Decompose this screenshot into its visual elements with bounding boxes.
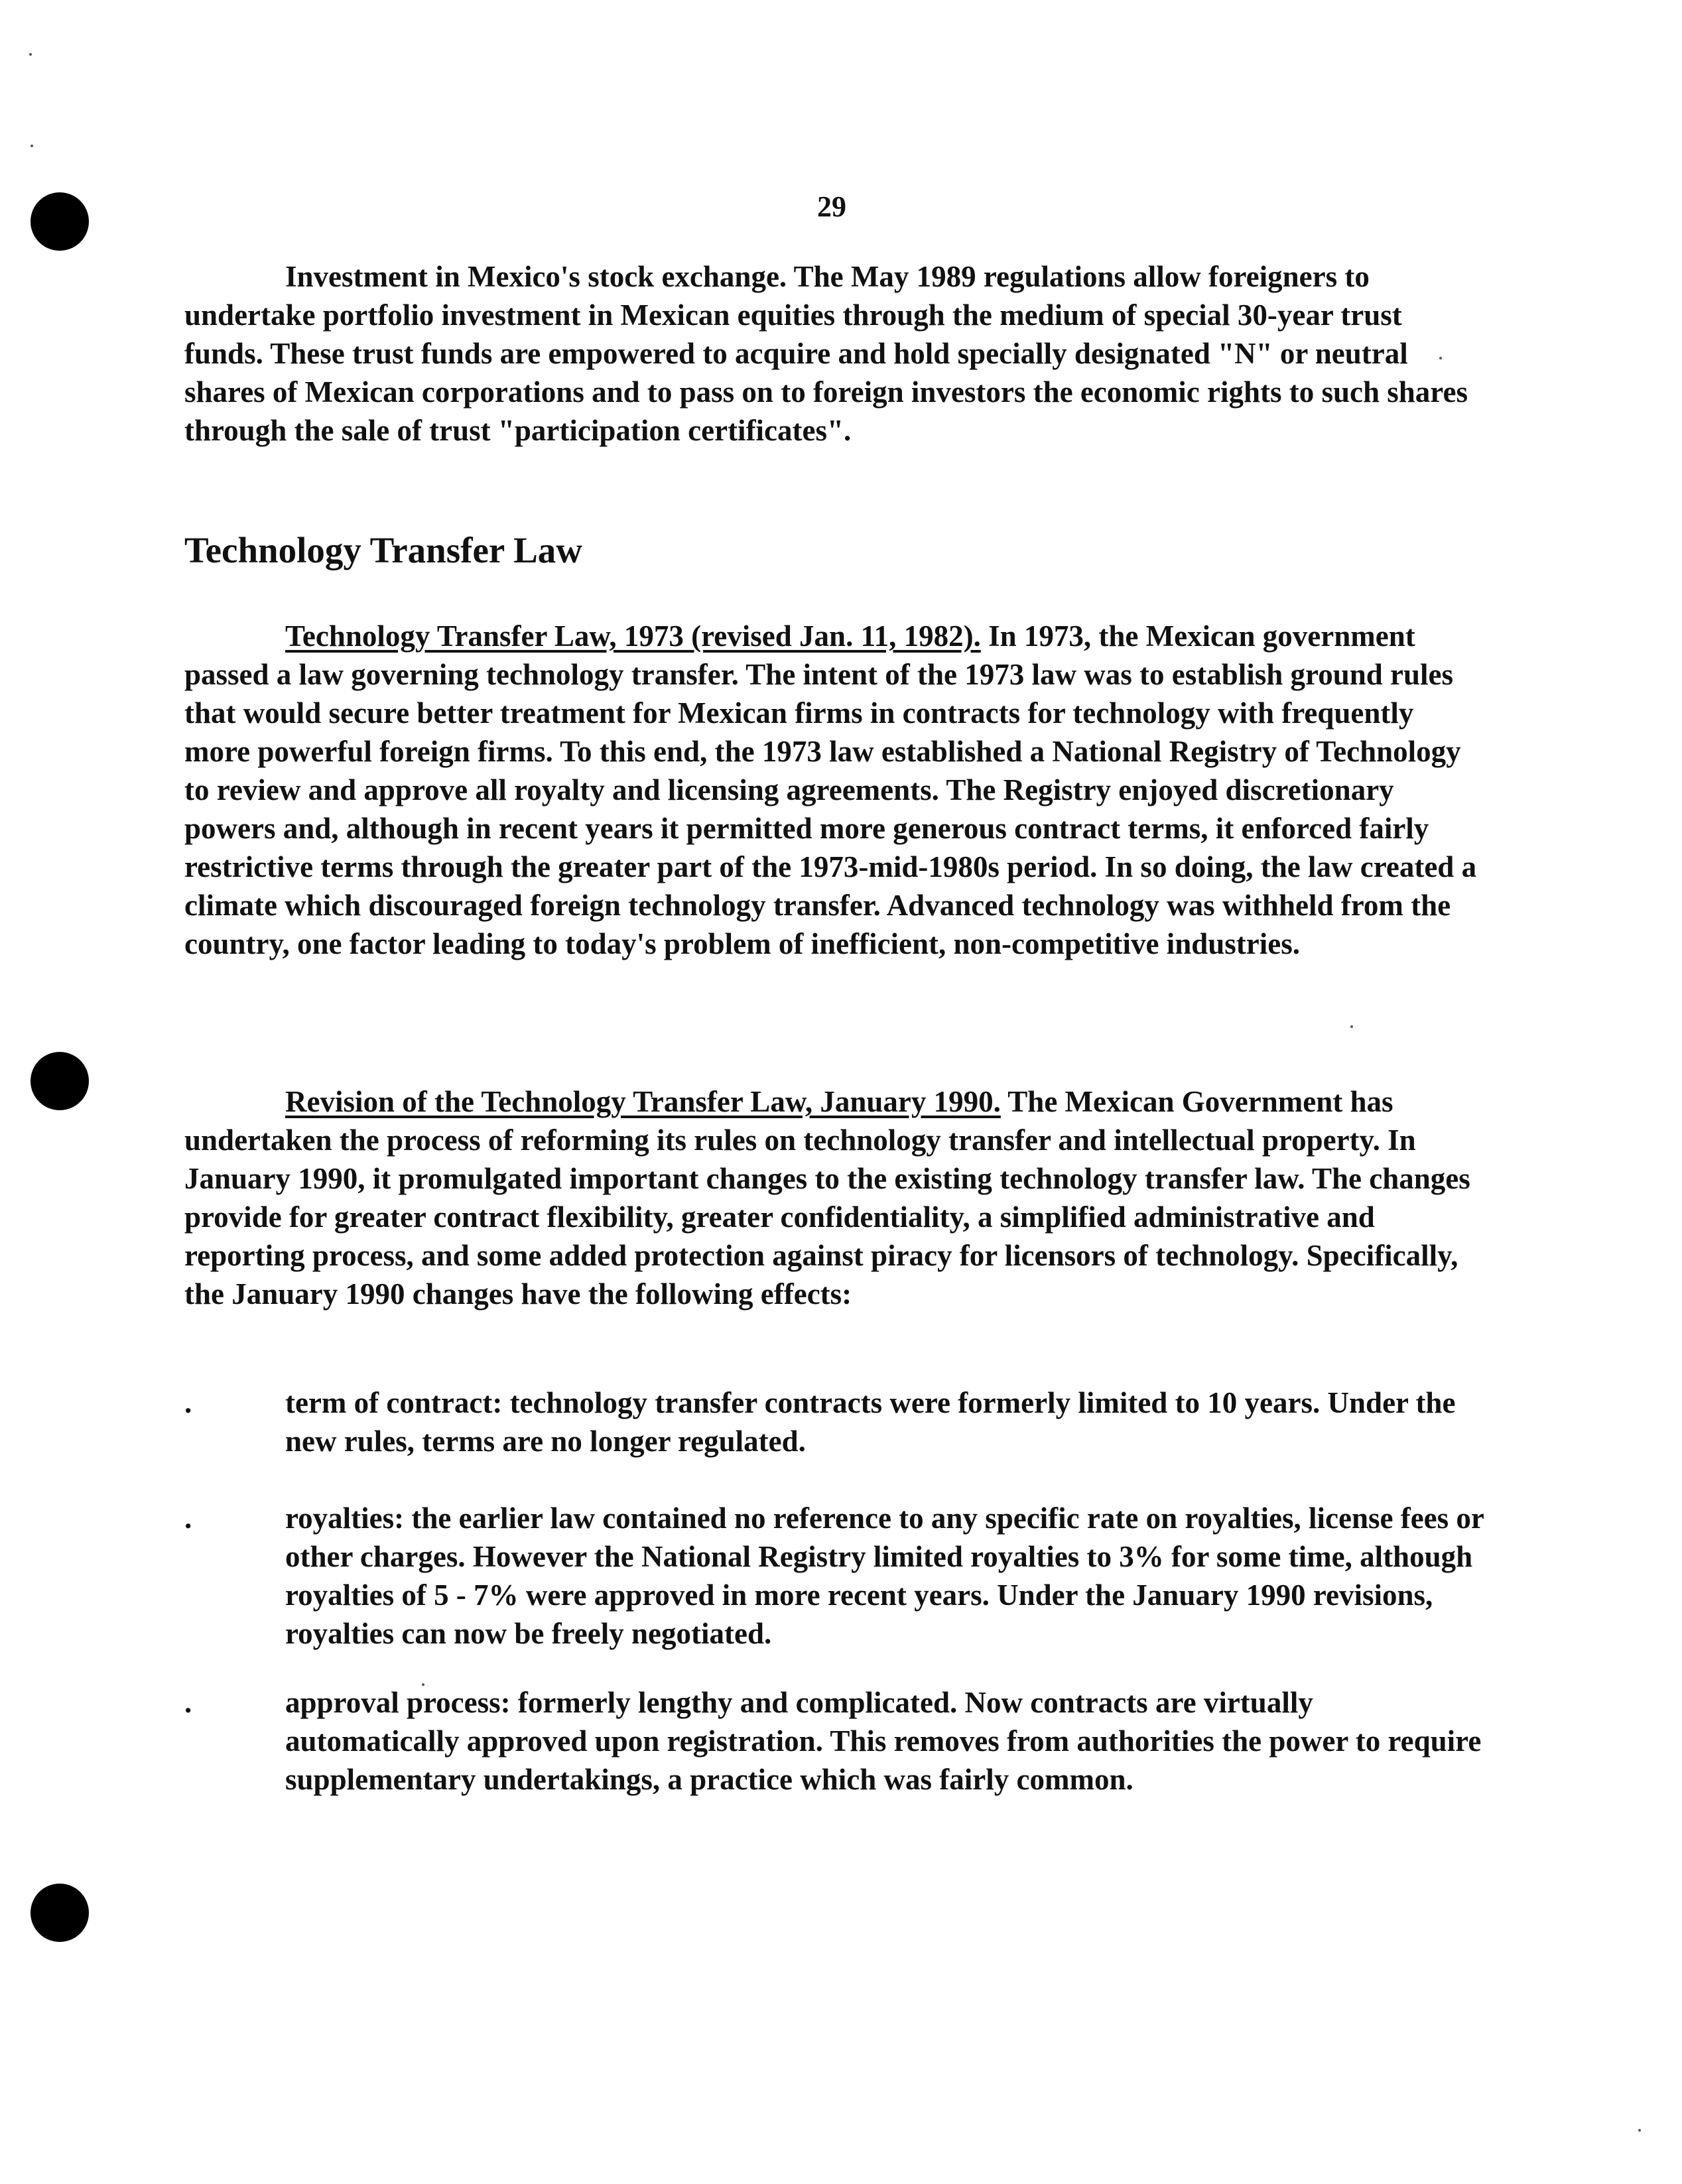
punch-hole-top	[31, 192, 89, 251]
bullet-marker: .	[184, 1502, 192, 1535]
bullet-text: technology transfer contracts were formerly limited to 10 years. Under the new rules, terms are no longer regulated.	[285, 1386, 1456, 1458]
paragraph-body: The Mexican Government has undertaken the process of reforming its rules on technology transfer and intellectual property. In January 1990, it promulgated important changes to the existing technology transfer law. The changes provide for greater contract flexibility, greater confidentiality, a simplified administrative and reporting process, and some added protection against piracy for licensors of technology. Specifically, the January 1990 changes have the following effects:	[184, 1085, 1470, 1311]
bullet-item	[184, 1499, 1484, 1653]
paragraph-body: The May 1989 regulations allow foreigners to undertake portfolio investment in Mexican equities through the medium of special 30-year trust funds. These trust funds are empowered to acquire and hold specially designated "N" or neutral shares of Mexican corporations and to pass on to foreign investors the economic rights to such shares through the sale of trust "participation certificates".	[184, 260, 1468, 447]
scan-speck	[29, 53, 32, 56]
scan-speck	[31, 145, 33, 147]
paragraph-technology-transfer-law	[184, 617, 1484, 963]
section-heading: Technology Transfer Law	[184, 530, 582, 570]
bullet-term: term of contract:	[285, 1386, 503, 1419]
bullet-item	[184, 1683, 1484, 1799]
paragraph-lead: Revision of the Technology Transfer Law, January 1990.	[285, 1085, 1001, 1118]
paragraph-body: In 1973, the Mexican government passed a law governing technology transfer. The intent of the 1973 law was to establish ground rules that would secure better treatment for Mexican firms in contracts for technology with frequently more powerful foreign firms. To this end, the 1973 law established a National Registry of Technology to review and approve all royalty and licensing agreements. The Registry enjoyed discretionary powers and, although in recent years it permitted more generous contract terms, it enforced fairly restrictive terms through the greater part of the 1973-mid-1980s period. In so doing, the law created a climate which discouraged foreign technology transfer. Advanced technology was withheld from the country, one factor leading to today's problem of inefficient, non-competitive industries.	[184, 619, 1477, 960]
scan-speck	[1350, 1025, 1353, 1028]
bullet-term: royalties:	[285, 1502, 405, 1535]
bullet-marker: .	[184, 1386, 192, 1419]
paragraph-stock-exchange	[184, 257, 1484, 450]
bullet-item	[184, 1383, 1484, 1460]
paragraph-lead: Investment in Mexico's stock exchange.	[285, 260, 787, 293]
bullet-text: the earlier law contained no reference to any specific rate on royalties, license fees or other charges. However the National Registry limited royalties to 3% for some time, although royalties of 5 - 7% were approved in more recent years. Under the January 1990 revisions, royalties can now be freely negotiated.	[285, 1502, 1484, 1650]
bullet-marker: .	[184, 1686, 192, 1719]
bullet-text: formerly lengthy and complicated. Now contracts are virtually automatically approved upon registration. This removes from authorities the power to require supplementary undertakings, a practice which was fairly common.	[285, 1686, 1482, 1796]
paragraph-lead: Technology Transfer Law, 1973 (revised Jan. 11, 1982).	[285, 619, 981, 653]
page-number: 29	[817, 190, 846, 223]
scan-speck	[1638, 2129, 1641, 2132]
bullet-term: approval process:	[285, 1686, 511, 1719]
punch-hole-bottom	[31, 1884, 89, 1942]
paragraph-revision	[184, 1082, 1484, 1313]
punch-hole-middle	[31, 1052, 89, 1110]
